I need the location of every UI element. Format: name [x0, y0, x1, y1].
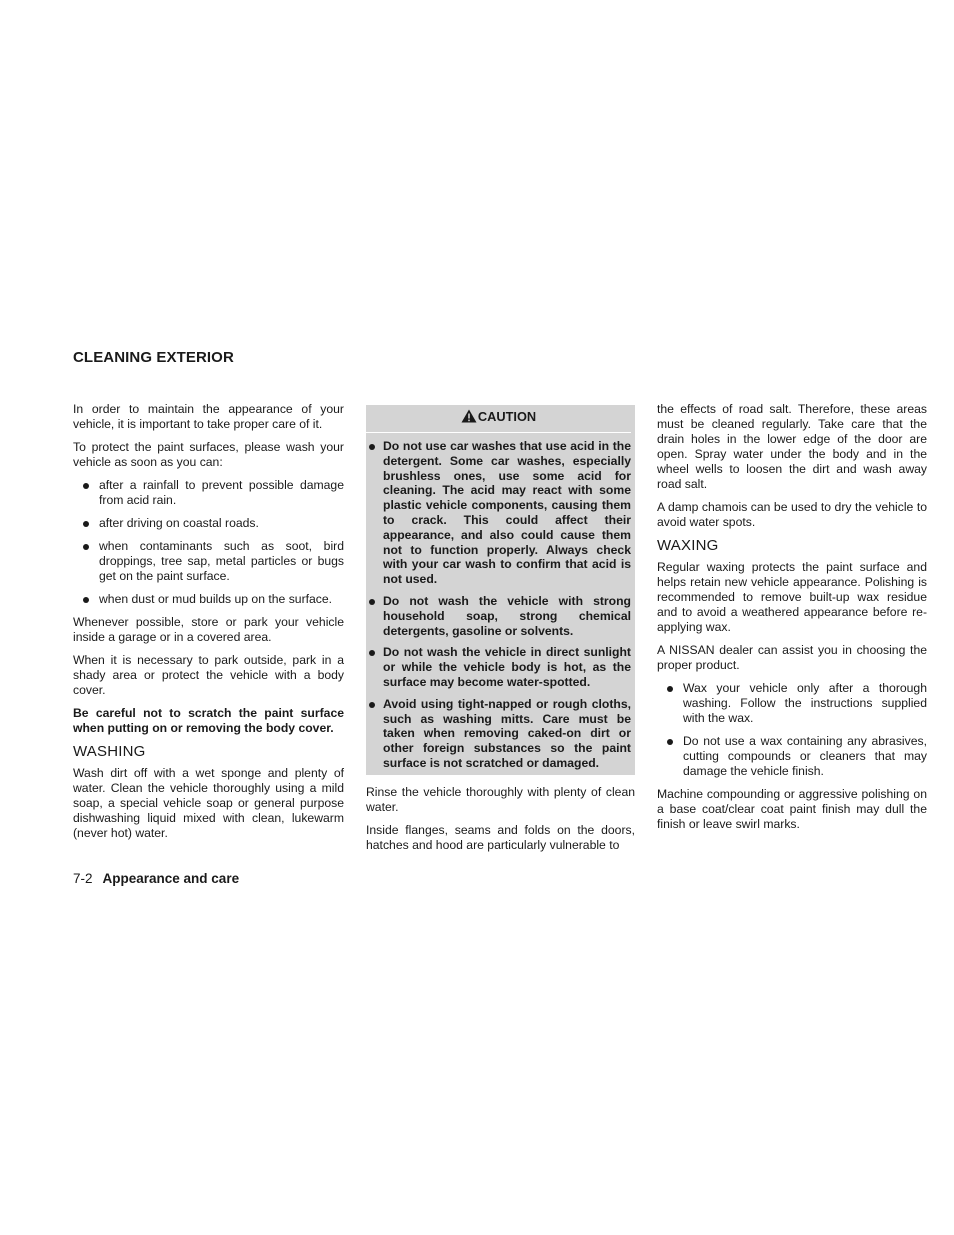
caution-item: Do not use car washes that use acid in the detergent. Some car washes, especially brushless ones, use some acid for cleaning. The acid may react with some plastic vehicle components, causing them to crack. This could affect their appearance, and also could cause them not to function properly. Always check with your car wash to confirm that acid is not used.	[366, 439, 631, 587]
list-item: when dust or mud builds up on the surface.	[73, 592, 344, 607]
bullet-icon	[667, 739, 673, 745]
bullet-icon	[83, 544, 89, 550]
washing-heading: WASHING	[73, 743, 146, 760]
column-3	[657, 402, 927, 840]
body-cover-warning: Be careful not to scratch the paint surface when putting on or removing the body cover.	[73, 706, 344, 735]
column-2	[366, 405, 635, 861]
list-item: when contaminants such as soot, bird droppings, tree sap, metal particles or bugs get on the paint surface.	[73, 539, 344, 584]
bullet-icon	[369, 599, 375, 605]
waxing-heading: WAXING	[657, 537, 719, 554]
dealer-paragraph: A NISSAN dealer can assist you in choosing the proper product.	[657, 643, 927, 672]
caution-box	[366, 405, 635, 775]
bullet-icon	[667, 686, 673, 692]
washing-paragraph: Wash dirt off with a wet sponge and plenty of water. Clean the vehicle thoroughly using a mild soap, a special vehicle soap or general purpose dishwashing liquid mixed with clean, lukewarm (never hot) water.	[73, 766, 344, 840]
list-item: after driving on coastal roads.	[73, 516, 344, 531]
caution-list	[366, 439, 631, 771]
caution-title: CAUTION	[477, 409, 537, 424]
chamois-paragraph: A damp chamois can be used to dry the vehicle to avoid water spots.	[657, 500, 927, 529]
storage-paragraph: Whenever possible, store or park your vehicle inside a garage or in a covered area.	[73, 615, 344, 644]
bullet-icon	[369, 444, 375, 450]
compounding-paragraph: Machine compounding or aggressive polishing on a base coat/clear coat paint finish may dull the finish or leave swirl marks.	[657, 787, 927, 831]
rinse-paragraph: Rinse the vehicle thoroughly with plenty of clean water.	[366, 784, 635, 814]
wax-tips-list	[657, 681, 927, 779]
chapter-title: Appearance and care	[102, 871, 240, 886]
road-salt-paragraph: the effects of road salt. Therefore, these areas must be cleaned regularly. Take care that the drain holes in the lower edge of the door are open. Spray water under the body and in the wheel wells to loosen the dirt and wash away road salt.	[657, 402, 927, 491]
parking-paragraph: When it is necessary to park outside, park in a shady area or protect the vehicle with a body cover.	[73, 653, 344, 697]
page-number: 7-2	[73, 871, 93, 886]
list-item: Do not use a wax containing any abrasives, cutting compounds or cleaners that may damage the vehicle finish.	[657, 734, 927, 779]
caution-item: Do not wash the vehicle in direct sunlight or while the vehicle body is hot, as the surface may become water-spotted.	[366, 645, 631, 689]
bullet-icon	[83, 597, 89, 603]
protect-paragraph: To protect the paint surfaces, please wash your vehicle as soon as you can:	[73, 440, 344, 469]
bullet-icon	[369, 702, 375, 708]
section-title: CLEANING EXTERIOR	[73, 349, 234, 366]
list-item: Wax your vehicle only after a thorough washing. Follow the instructions supplied with the wax.	[657, 681, 927, 726]
caution-item: Avoid using tight-napped or rough cloths, such as washing mitts. Care must be taken when removing caked-on dirt or other foreign substances so the paint surface is not scratched or damaged.	[366, 697, 631, 771]
waxing-paragraph: Regular waxing protects the paint surface and helps retain new vehicle appearance. Polishing is recommended to remove built-up wax residue and to avoid a weathered appearance before re-applying wax.	[657, 560, 927, 634]
wash-conditions-list	[73, 478, 344, 607]
page-footer	[73, 871, 239, 886]
list-item: after a rainfall to prevent possible damage from acid rain.	[73, 478, 344, 508]
bullet-icon	[83, 521, 89, 527]
bullet-icon	[369, 650, 375, 656]
bullet-icon	[83, 483, 89, 489]
intro-paragraph: In order to maintain the appearance of your vehicle, it is important to take proper care of it.	[73, 402, 344, 431]
caution-item: Do not wash the vehicle with strong household soap, strong chemical detergents, gasoline or solvents.	[366, 594, 631, 638]
caution-header	[366, 409, 631, 433]
warning-triangle-icon	[461, 409, 477, 426]
flanges-paragraph: Inside flanges, seams and folds on the doors, hatches and hood are particularly vulnerable to	[366, 822, 635, 852]
column-1	[73, 402, 344, 849]
